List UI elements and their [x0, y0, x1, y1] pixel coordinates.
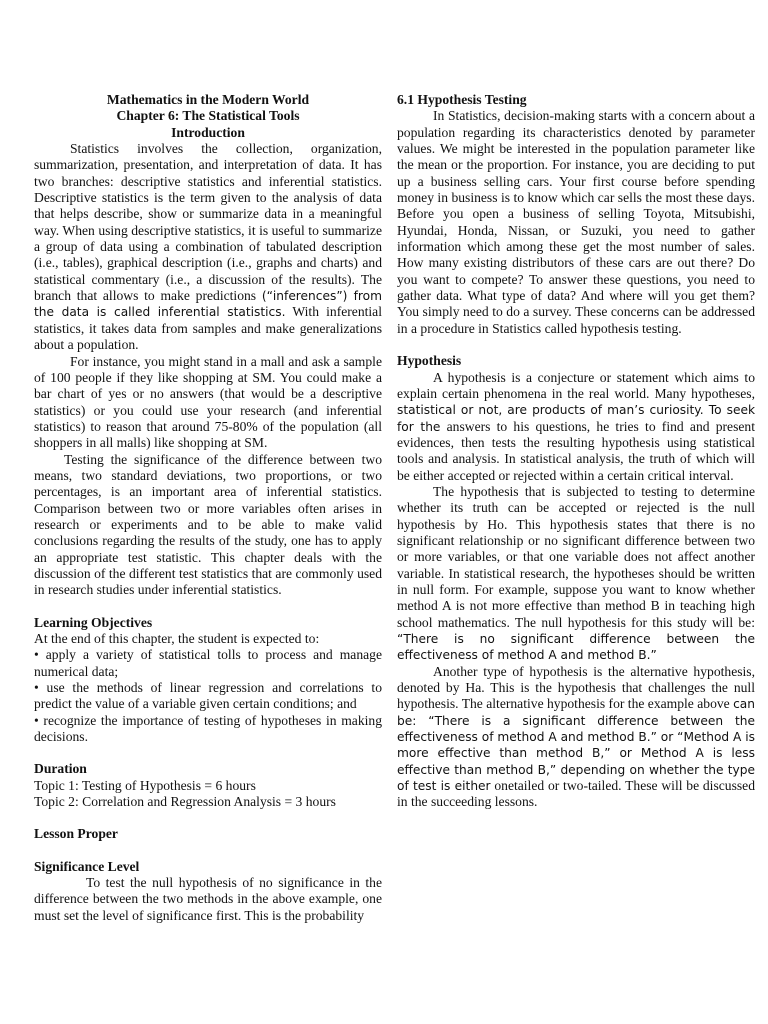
duration-topic-1: Topic 1: Testing of Hypothesis = 6 hours [34, 777, 256, 793]
duration-heading: Duration [34, 761, 87, 777]
objective-item: • apply a variety of statistical tolls to process and manage numerical data; [34, 647, 382, 679]
hyp-text-a: A hypothesis is a conjecture or statement which aims to explain certain phenomena in the real world. Many hypotheses, [397, 369, 755, 401]
right-column [397, 92, 755, 811]
hyp-text-b: answers to his questions, he tries to find and present evidences, then tests the resulting hypothesis using statistical tools and analysis. In statistical analysis, the truth of which will be either accepted or rejected within a certain critical interval. [397, 418, 755, 483]
hypothesis-testing-heading: 6.1 Hypothesis Testing [397, 92, 527, 107]
learning-objectives-intro: At the end of this chapter, the student is expected to: [34, 631, 320, 646]
significance-level-paragraph: To test the null hypothesis of no significance in the difference between the two methods in the above example, one must set the level of significance first. This is the probability [34, 875, 382, 923]
significance-level-heading: Significance Level [34, 858, 140, 874]
objective-item: • use the methods of linear regression and correlations to predict the value of a variable given certain conditions; and [34, 680, 382, 712]
hypothesis-heading: Hypothesis [397, 353, 462, 369]
intro-text-a: Statistics involves the collection, organization, summarization, presentation, and interpretation of data. It has two branches: descriptive statistics and inferential statistics. Descriptive statistics is the term given to the analysis of data that helps describe, show or summarize data in a meaningful way. When using descriptive statistics, it is useful to summarize a group of data using a combination of tabulated description (i.e., tables), graphical description (i.e., graphs and charts) and statistical commentary (i.e., a discussion of the results). The branch that allows to make predictions [34, 141, 382, 304]
lesson-proper-heading: Lesson Proper [34, 826, 118, 842]
hyp-text-sans: statistical or not, are products of man’s curiosity. To seek for the [397, 403, 755, 434]
alt-text-b: onetailed or two-tailed. These will be discussed in the succeeding lessons. [397, 778, 755, 810]
chapter-title: Chapter 6: The Statistical Tools [116, 108, 300, 124]
alt-quote: can be: “There is a significant difference between the effectiveness of method A and method B.” or “Method A is more effective than method B,” or Method A is less effective than method B,” depending on whether the type of test is either [397, 697, 756, 794]
introduction-heading: Introduction [171, 124, 245, 140]
course-title: Mathematics in the Modern World [106, 92, 310, 107]
intro-paragraph-3: Testing the significance of the difference between two means, two standard deviations, two proportions, or two percentages, is an important area of inferential statistics. Comparison between two or more variables often arises in research or experiments and to be able to make valid conclusions regarding the results of the study, one has to apply an appropriate test statistic. This chapter deals with the discussion of the different test statistics that are commonly used in research studies under inferential statistics. [34, 451, 382, 598]
duration-topic-2: Topic 2: Correlation and Regression Analysis = 3 hours [34, 794, 336, 810]
hypothesis-testing-paragraph: In Statistics, decision-making starts with a concern about a population regarding its characteristics denoted by parameter values. We might be interested in the population parameter like the mean or the proportion. For instance, you are deciding to put up a business selling cars. Your first course before spending money in business is to know which car sells the most these days. Before you open a business of selling Toyota, Mitsubishi, Hyundai, Honda, Nissan, or Suzuki, you need to gather information which among these get the most number of sales. How many existing distributors of these cars are out there? Do you want to compete? To answer these questions, you need to gather data. What type of data? And where will you get them? You simply need to do a survey. These concerns can be addressed in a procedure in Statistics called hypothesis testing. [397, 108, 755, 336]
intro-paragraph-2: For instance, you might stand in a mall and ask a sample of 100 people if they like shopping at SM. You could make a bar chart of yes or no answers (that would be a descriptive statistics) or you could use your research (and inferential statistics) to reason that around 75-80% of the population (all shoppers in all malls) like shopping at SM. [34, 353, 382, 451]
intro-text-sans: (“inferences”) from the data is called inferential statistics. [34, 289, 382, 320]
left-column [34, 92, 382, 924]
intro-text-b: With inferential statistics, it takes data from samples and make generalizations about a population. [34, 304, 382, 353]
hypothesis-paragraph-2 [397, 484, 755, 664]
objective-item: • recognize the importance of testing of hypotheses in making decisions. [34, 712, 382, 745]
intro-paragraph-1 [34, 141, 382, 353]
alt-text-a: Another type of hypothesis is the alternative hypothesis, denoted by Ha. This is the hypothesis that challenges the null hypothesis. The alternative hypothesis for the example above [397, 663, 755, 712]
hypothesis-paragraph-3 [397, 664, 755, 811]
hypothesis-paragraph-1 [397, 370, 755, 484]
null-quote: “There is no significant difference between the effectiveness of method A and method B.” [397, 632, 755, 663]
learning-objectives-heading: Learning Objectives [34, 614, 153, 630]
null-text: The hypothesis that is subjected to testing to determine whether its truth can be accepted or rejected is the null hypothesis by Ho. This hypothesis states that there is no significant relationship or no significant difference between two or more variables, or that one variable does not affect another variable. In statistical research, the hypotheses should be written in null form. For example, suppose you want to know whether method A is not more effective than method B in teaching high school mathematics. The null hypothesis for this study will be: [397, 483, 755, 630]
